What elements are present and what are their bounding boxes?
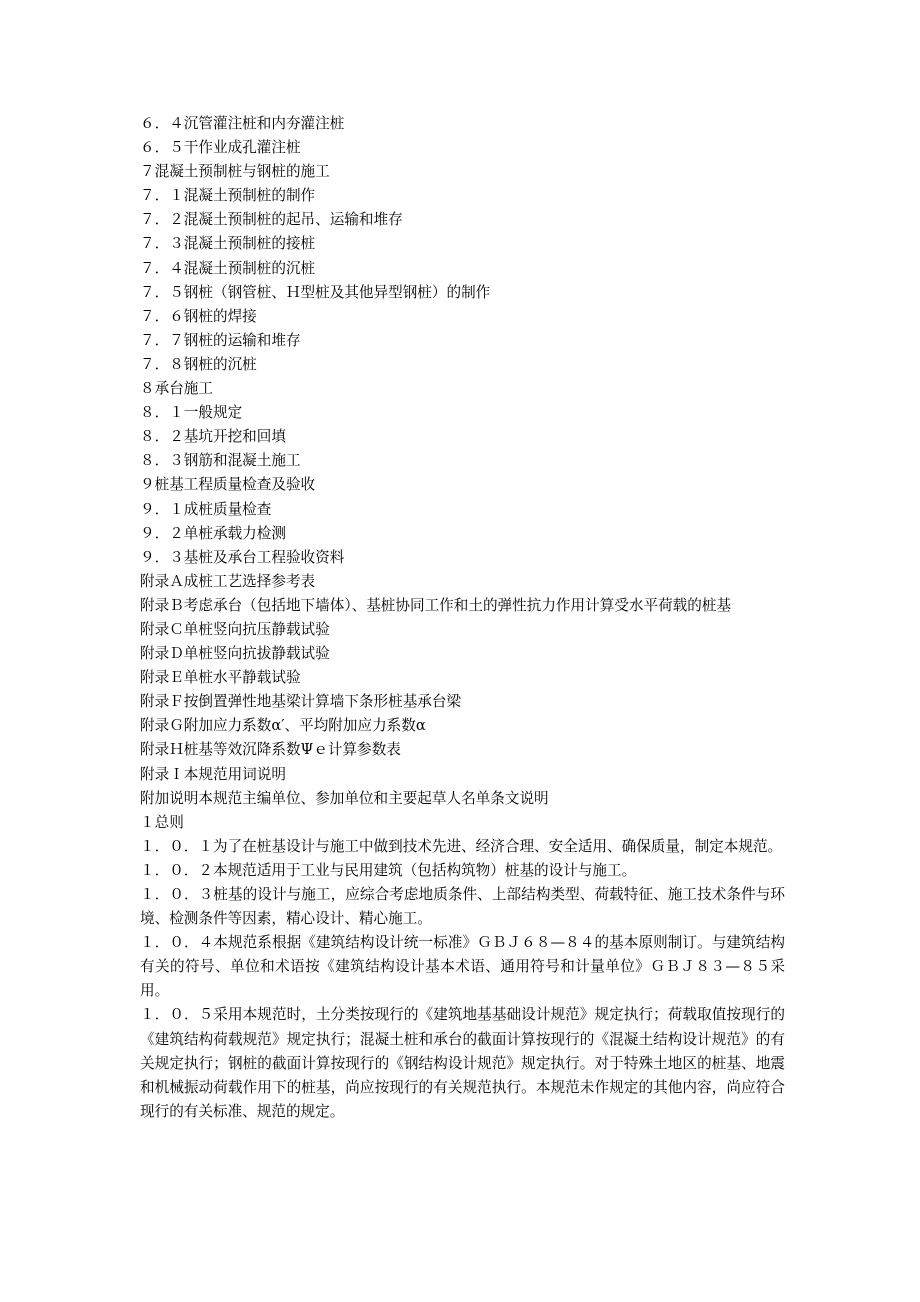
- document-page: [140, 112, 785, 1124]
- toc-appendix-e: 附录Ｅ单桩水平静载试验: [140, 669, 301, 687]
- toc-item-8-1: ８．１一般规定: [140, 404, 243, 422]
- clause-1-0-5: １．０．５采用本规范时，土分类按现行的《建筑地基基础设计规范》规定执行；荷载取值按现行的《建筑结构荷载规范》规定执行；混凝土桩和承台的截面计算按现行的《混凝土结构设计规范》的有关规定执行；钢桩的截面计算按现行的《钢结构设计规范》规定执行。对于特殊土地区的桩基、地震和机械振动荷载作用下的桩基，尚应按现行的有关规范执行。本规范未作规定的其他内容，尚应符合现行的有关标准、规范的规定。: [140, 1006, 785, 1120]
- toc-item-7-2: ７．２混凝土预制桩的起吊、运输和堆存: [140, 211, 403, 229]
- toc-item-7-7: ７．７钢桩的运输和堆存: [140, 331, 301, 349]
- toc-chapter-9: ９桩基工程质量检查及验收: [140, 476, 316, 494]
- clause-1-0-4: １．０．４本规范系根据《建筑结构设计统一标准》ＧＢＪ６８—８４的基本原则制订。与建筑结构有关的符号、单位和术语按《建筑结构设计基本术语、通用符号和计量单位》ＧＢＪ８３—８５采用。: [140, 934, 785, 1000]
- toc-item-7-1: ７．１混凝土预制桩的制作: [140, 187, 316, 205]
- clause-1-0-2: １．０．２本规范适用于工业与民用建筑（包括构筑物）桩基的设计与施工。: [140, 861, 637, 879]
- toc-chapter-7: ７混凝土预制桩与钢桩的施工: [140, 163, 330, 181]
- toc-appendix-i: 附录Ｉ本规范用词说明: [140, 765, 286, 783]
- toc-chapter-8: ８承台施工: [140, 380, 213, 398]
- chapter-1-heading: １总则: [140, 813, 184, 831]
- toc-appendix-d: 附录Ｄ单桩竖向抗拔静载试验: [140, 645, 330, 663]
- toc-appendix-b: 附录Ｂ考虑承台（包括地下墙体）、基桩协同工作和土的弹性抗力作用计算受水平荷载的桩基: [140, 596, 732, 614]
- toc-appendix-a: 附录Ａ成桩工艺选择参考表: [140, 572, 316, 590]
- toc-item-7-3: ７．３混凝土预制桩的接桩: [140, 235, 316, 253]
- toc-item-6-4: ６．４沉管灌注桩和内夯灌注桩: [140, 115, 345, 132]
- clause-1-0-1: １．０．１为了在桩基设计与施工中做到技术先进、经济合理、安全适用、确保质量，制定本规范。: [140, 837, 783, 855]
- toc-item-8-2: ８．２基坑开挖和回填: [140, 428, 286, 446]
- toc-item-9-1: ９．１成桩质量检查: [140, 500, 272, 518]
- toc-item-7-6: ７．６钢桩的焊接: [140, 307, 257, 325]
- toc-item-7-5: ７．５钢桩（钢管桩、Ｈ型桩及其他异型钢桩）的制作: [140, 283, 491, 301]
- toc-item-9-3: ９．３基桩及承台工程验收资料: [140, 548, 345, 566]
- toc-appendix-g: 附录Ｇ附加应力系数α′、平均附加应力系数α: [140, 717, 426, 735]
- toc-item-6-5: ６．５干作业成孔灌注桩: [140, 139, 301, 157]
- toc-additional-notes: 附加说明本规范主编单位、参加单位和主要起草人名单条文说明: [140, 789, 549, 807]
- clause-1-0-3: １．０．３桩基的设计与施工，应综合考虑地质条件、上部结构类型、荷载特征、施工技术条件与环境、检测条件等因素，精心设计、精心施工。: [140, 886, 785, 928]
- toc-appendix-f: 附录Ｆ按倒置弹性地基梁计算墙下条形桩基承台梁: [140, 693, 462, 711]
- toc-item-8-3: ８．３钢筋和混凝土施工: [140, 452, 301, 470]
- toc-appendix-c: 附录Ｃ单桩竖向抗压静载试验: [140, 620, 330, 638]
- toc-item-9-2: ９．２单桩承载力检测: [140, 524, 286, 542]
- toc-appendix-h: 附录Ｈ桩基等效沉降系数Ψｅ计算参数表: [140, 741, 401, 759]
- toc-item-7-8: ７．８钢桩的沉桩: [140, 355, 257, 373]
- toc-item-7-4: ７．４混凝土预制桩的沉桩: [140, 259, 316, 277]
